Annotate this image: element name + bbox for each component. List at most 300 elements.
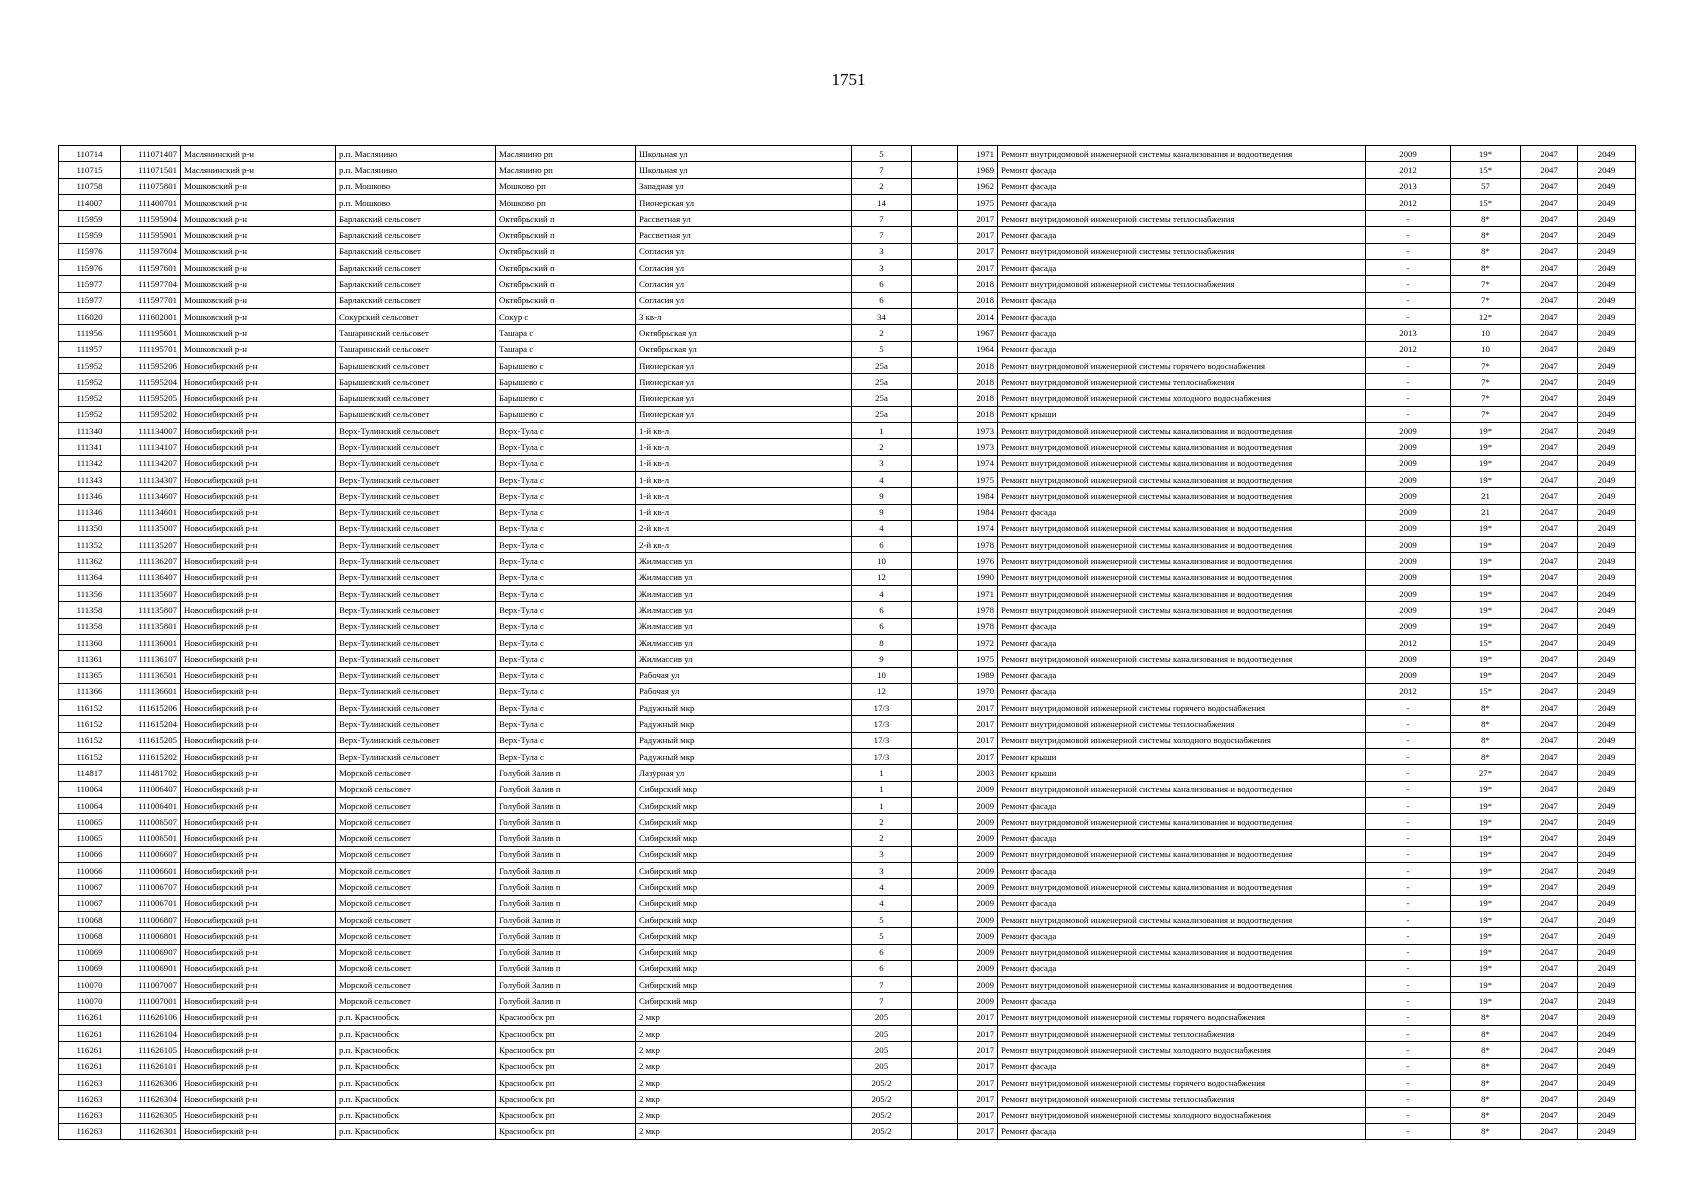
work-type-cell: Ремонт фасада: [998, 1123, 1366, 1139]
street-cell: Жилмассив ул: [636, 553, 852, 569]
build-year-cell: 1974: [958, 520, 998, 536]
work-id-cell: 111135807: [121, 602, 181, 618]
last-repair-year-cell: 2009: [1366, 553, 1451, 569]
settlement-cell: Голубой Залив п: [496, 928, 636, 944]
work-type-cell: Ремонт внутридомовой инженерной системы канализования и водоотведения: [998, 814, 1366, 830]
wear-cell: 8*: [1451, 260, 1521, 276]
street-cell: Пионерская ул: [636, 357, 852, 373]
plan-start-cell: 2047: [1521, 374, 1578, 390]
plan-start-cell: 2047: [1521, 162, 1578, 178]
building-cell: [912, 1074, 958, 1090]
wear-cell: 8*: [1451, 1009, 1521, 1025]
work-type-cell: Ремонт фасада: [998, 308, 1366, 324]
work-id-cell: 111595904: [121, 211, 181, 227]
house-id-cell: 116152: [59, 716, 121, 732]
wear-cell: 8*: [1451, 211, 1521, 227]
building-cell: [912, 260, 958, 276]
district-cell: Новосибирский р-н: [181, 960, 336, 976]
work-type-cell: Ремонт фасада: [998, 667, 1366, 683]
street-cell: Жилмассив ул: [636, 569, 852, 585]
house-number-cell: 17/3: [852, 732, 912, 748]
table-row: [59, 1042, 1636, 1058]
building-cell: [912, 797, 958, 813]
table-row: [59, 830, 1636, 846]
building-cell: [912, 667, 958, 683]
work-id-cell: 111626104: [121, 1026, 181, 1042]
settlement-cell: Голубой Залив п: [496, 765, 636, 781]
wear-cell: 19*: [1451, 781, 1521, 797]
plan-start-cell: 2047: [1521, 651, 1578, 667]
street-cell: 2 мкр: [636, 1026, 852, 1042]
building-cell: [912, 308, 958, 324]
plan-end-cell: 2049: [1578, 683, 1636, 699]
settlement-cell: Верх-Тула с: [496, 732, 636, 748]
street-cell: Согласия ул: [636, 276, 852, 292]
plan-start-cell: 2047: [1521, 194, 1578, 210]
work-type-cell: Ремонт внутридомовой инженерной системы канализования и водоотведения: [998, 586, 1366, 602]
last-repair-year-cell: -: [1366, 374, 1451, 390]
build-year-cell: 2009: [958, 960, 998, 976]
house-id-cell: 111346: [59, 504, 121, 520]
street-cell: Октябрьская ул: [636, 341, 852, 357]
municipality-cell: Верх-Тулинский сельсовет: [336, 651, 496, 667]
build-year-cell: 1976: [958, 553, 998, 569]
street-cell: Сибирский мкр: [636, 781, 852, 797]
page-number: 1751: [831, 70, 866, 89]
plan-start-cell: 2047: [1521, 944, 1578, 960]
settlement-cell: Голубой Залив п: [496, 895, 636, 911]
plan-start-cell: 2047: [1521, 227, 1578, 243]
municipality-cell: Морской сельсовет: [336, 928, 496, 944]
plan-start-cell: 2047: [1521, 537, 1578, 553]
work-id-cell: 111136207: [121, 553, 181, 569]
last-repair-year-cell: 2013: [1366, 178, 1451, 194]
district-cell: Мошковский р-н: [181, 260, 336, 276]
wear-cell: 8*: [1451, 700, 1521, 716]
house-number-cell: 1: [852, 423, 912, 439]
street-cell: Согласия ул: [636, 292, 852, 308]
district-cell: Новосибирский р-н: [181, 488, 336, 504]
district-cell: Новосибирский р-н: [181, 683, 336, 699]
plan-start-cell: 2047: [1521, 1091, 1578, 1107]
plan-start-cell: 2047: [1521, 928, 1578, 944]
last-repair-year-cell: 2012: [1366, 162, 1451, 178]
table-row: [59, 977, 1636, 993]
house-id-cell: 111346: [59, 488, 121, 504]
table-row: [59, 683, 1636, 699]
house-id-cell: 115959: [59, 227, 121, 243]
municipality-cell: Верх-Тулинский сельсовет: [336, 455, 496, 471]
house-id-cell: 111343: [59, 471, 121, 487]
settlement-cell: Голубой Залив п: [496, 846, 636, 862]
last-repair-year-cell: -: [1366, 814, 1451, 830]
settlement-cell: Мошково рп: [496, 178, 636, 194]
wear-cell: 19*: [1451, 846, 1521, 862]
house-id-cell: 111341: [59, 439, 121, 455]
table-row: [59, 276, 1636, 292]
work-id-cell: 111134601: [121, 504, 181, 520]
plan-end-cell: 2049: [1578, 260, 1636, 276]
building-cell: [912, 1042, 958, 1058]
street-cell: Пионерская ул: [636, 390, 852, 406]
table-row: [59, 732, 1636, 748]
house-number-cell: 4: [852, 520, 912, 536]
table-row: [59, 944, 1636, 960]
street-cell: Жилмассив ул: [636, 586, 852, 602]
work-type-cell: Ремонт внутридомовой инженерной системы теплоснабжения: [998, 716, 1366, 732]
last-repair-year-cell: 2009: [1366, 439, 1451, 455]
table-row: [59, 781, 1636, 797]
building-cell: [912, 634, 958, 650]
plan-end-cell: 2049: [1578, 423, 1636, 439]
last-repair-year-cell: -: [1366, 1058, 1451, 1074]
wear-cell: 57: [1451, 178, 1521, 194]
plan-end-cell: 2049: [1578, 732, 1636, 748]
settlement-cell: Голубой Залив п: [496, 977, 636, 993]
plan-end-cell: 2049: [1578, 520, 1636, 536]
work-type-cell: Ремонт внутридомовой инженерной системы канализования и водоотведения: [998, 846, 1366, 862]
settlement-cell: Октябрьский п: [496, 276, 636, 292]
build-year-cell: 2017: [958, 1009, 998, 1025]
municipality-cell: р.п. Краснообск: [336, 1009, 496, 1025]
district-cell: Мошковский р-н: [181, 194, 336, 210]
plan-start-cell: 2047: [1521, 977, 1578, 993]
build-year-cell: 1973: [958, 439, 998, 455]
plan-start-cell: 2047: [1521, 781, 1578, 797]
house-id-cell: 111358: [59, 618, 121, 634]
work-id-cell: 111134607: [121, 488, 181, 504]
house-id-cell: 111956: [59, 325, 121, 341]
table-row: [59, 488, 1636, 504]
building-cell: [912, 911, 958, 927]
work-type-cell: Ремонт фасада: [998, 928, 1366, 944]
building-cell: [912, 146, 958, 162]
municipality-cell: Морской сельсовет: [336, 846, 496, 862]
municipality-cell: Сокурский сельсовет: [336, 308, 496, 324]
build-year-cell: 1990: [958, 569, 998, 585]
wear-cell: 19*: [1451, 553, 1521, 569]
settlement-cell: Верх-Тула с: [496, 553, 636, 569]
street-cell: 2 мкр: [636, 1058, 852, 1074]
street-cell: 1-й кв-л: [636, 439, 852, 455]
house-number-cell: 4: [852, 586, 912, 602]
plan-end-cell: 2049: [1578, 471, 1636, 487]
settlement-cell: Верх-Тула с: [496, 651, 636, 667]
house-number-cell: 9: [852, 651, 912, 667]
wear-cell: 19*: [1451, 928, 1521, 944]
wear-cell: 19*: [1451, 455, 1521, 471]
house-number-cell: 3: [852, 863, 912, 879]
municipality-cell: р.п. Краснообск: [336, 1042, 496, 1058]
plan-end-cell: 2049: [1578, 797, 1636, 813]
work-id-cell: 111134007: [121, 423, 181, 439]
municipality-cell: Верх-Тулинский сельсовет: [336, 569, 496, 585]
table-row: [59, 602, 1636, 618]
table-row: [59, 227, 1636, 243]
build-year-cell: 2017: [958, 227, 998, 243]
district-cell: Новосибирский р-н: [181, 1107, 336, 1123]
district-cell: Новосибирский р-н: [181, 553, 336, 569]
plan-end-cell: 2049: [1578, 357, 1636, 373]
plan-end-cell: 2049: [1578, 748, 1636, 764]
work-id-cell: 111006407: [121, 781, 181, 797]
work-id-cell: 111006901: [121, 960, 181, 976]
wear-cell: 19*: [1451, 423, 1521, 439]
work-type-cell: Ремонт внутридомовой инженерной системы канализования и водоотведения: [998, 911, 1366, 927]
table-row: [59, 243, 1636, 259]
street-cell: 2 мкр: [636, 1009, 852, 1025]
wear-cell: 10: [1451, 325, 1521, 341]
district-cell: Новосибирский р-н: [181, 1026, 336, 1042]
wear-cell: 8*: [1451, 716, 1521, 732]
last-repair-year-cell: -: [1366, 1042, 1451, 1058]
work-id-cell: 111134307: [121, 471, 181, 487]
municipality-cell: Барышевский сельсовет: [336, 406, 496, 422]
plan-start-cell: 2047: [1521, 439, 1578, 455]
plan-end-cell: 2049: [1578, 814, 1636, 830]
work-type-cell: Ремонт внутридомовой инженерной системы канализования и водоотведения: [998, 471, 1366, 487]
municipality-cell: Морской сельсовет: [336, 781, 496, 797]
municipality-cell: р.п. Краснообск: [336, 1107, 496, 1123]
work-type-cell: Ремонт фасада: [998, 325, 1366, 341]
last-repair-year-cell: 2012: [1366, 341, 1451, 357]
building-cell: [912, 1026, 958, 1042]
district-cell: Мошковский р-н: [181, 276, 336, 292]
table-row: [59, 586, 1636, 602]
build-year-cell: 2017: [958, 748, 998, 764]
plan-start-cell: 2047: [1521, 1009, 1578, 1025]
last-repair-year-cell: -: [1366, 243, 1451, 259]
table-row: [59, 520, 1636, 536]
last-repair-year-cell: 2009: [1366, 651, 1451, 667]
plan-start-cell: 2047: [1521, 618, 1578, 634]
work-id-cell: 111195601: [121, 325, 181, 341]
district-cell: Новосибирский р-н: [181, 390, 336, 406]
plan-start-cell: 2047: [1521, 960, 1578, 976]
plan-end-cell: 2049: [1578, 455, 1636, 471]
building-cell: [912, 928, 958, 944]
plan-end-cell: 2049: [1578, 846, 1636, 862]
municipality-cell: р.п. Маслянино: [336, 146, 496, 162]
building-cell: [912, 406, 958, 422]
last-repair-year-cell: -: [1366, 357, 1451, 373]
district-cell: Маслянинский р-н: [181, 146, 336, 162]
municipality-cell: Верх-Тулинский сельсовет: [336, 700, 496, 716]
table-body: [59, 146, 1636, 1140]
house-id-cell: 115959: [59, 211, 121, 227]
work-type-cell: Ремонт внутридомовой инженерной системы теплоснабжения: [998, 211, 1366, 227]
building-cell: [912, 162, 958, 178]
work-type-cell: Ремонт внутридомовой инженерной системы холодного водоснабжения: [998, 1042, 1366, 1058]
table-row: [59, 374, 1636, 390]
table-row: [59, 797, 1636, 813]
house-number-cell: 6: [852, 292, 912, 308]
plan-start-cell: 2047: [1521, 308, 1578, 324]
work-id-cell: 111481702: [121, 765, 181, 781]
wear-cell: 15*: [1451, 683, 1521, 699]
work-type-cell: Ремонт фасада: [998, 341, 1366, 357]
last-repair-year-cell: -: [1366, 1026, 1451, 1042]
house-id-cell: 114817: [59, 765, 121, 781]
table-row: [59, 928, 1636, 944]
house-number-cell: 3: [852, 846, 912, 862]
table-row: [59, 1026, 1636, 1042]
house-number-cell: 7: [852, 977, 912, 993]
street-cell: 2 мкр: [636, 1074, 852, 1090]
wear-cell: 8*: [1451, 243, 1521, 259]
settlement-cell: Верх-Тула с: [496, 537, 636, 553]
street-cell: Сибирский мкр: [636, 928, 852, 944]
plan-start-cell: 2047: [1521, 569, 1578, 585]
municipality-cell: Морской сельсовет: [336, 960, 496, 976]
building-cell: [912, 602, 958, 618]
street-cell: Сибирский мкр: [636, 977, 852, 993]
build-year-cell: 2009: [958, 814, 998, 830]
street-cell: 2-й кв-л: [636, 537, 852, 553]
settlement-cell: Верх-Тула с: [496, 455, 636, 471]
municipality-cell: Морской сельсовет: [336, 830, 496, 846]
work-type-cell: Ремонт фасада: [998, 683, 1366, 699]
wear-cell: 8*: [1451, 1107, 1521, 1123]
district-cell: Новосибирский р-н: [181, 537, 336, 553]
build-year-cell: 1978: [958, 602, 998, 618]
street-cell: Радужный мкр: [636, 732, 852, 748]
street-cell: Школьная ул: [636, 162, 852, 178]
settlement-cell: Краснообск рп: [496, 1042, 636, 1058]
municipality-cell: р.п. Краснообск: [336, 1026, 496, 1042]
table-row: [59, 260, 1636, 276]
house-id-cell: 110068: [59, 911, 121, 927]
table-row: [59, 341, 1636, 357]
plan-end-cell: 2049: [1578, 944, 1636, 960]
last-repair-year-cell: -: [1366, 1074, 1451, 1090]
district-cell: Новосибирский р-н: [181, 765, 336, 781]
street-cell: 2-й кв-л: [636, 520, 852, 536]
settlement-cell: Краснообск рп: [496, 1107, 636, 1123]
settlement-cell: Верх-Тула с: [496, 618, 636, 634]
municipality-cell: Верх-Тулинский сельсовет: [336, 488, 496, 504]
municipality-cell: Верх-Тулинский сельсовет: [336, 732, 496, 748]
wear-cell: 8*: [1451, 1042, 1521, 1058]
settlement-cell: Октябрьский п: [496, 292, 636, 308]
house-id-cell: 116263: [59, 1074, 121, 1090]
street-cell: Сибирский мкр: [636, 911, 852, 927]
plan-start-cell: 2047: [1521, 1074, 1578, 1090]
municipality-cell: Верх-Тулинский сельсовет: [336, 537, 496, 553]
work-id-cell: 111626305: [121, 1107, 181, 1123]
house-number-cell: 25а: [852, 374, 912, 390]
house-number-cell: 9: [852, 488, 912, 504]
municipality-cell: р.п. Краснообск: [336, 1123, 496, 1139]
table-row: [59, 1107, 1636, 1123]
work-type-cell: Ремонт фасада: [998, 1058, 1366, 1074]
plan-end-cell: 2049: [1578, 553, 1636, 569]
building-cell: [912, 1009, 958, 1025]
house-id-cell: 110714: [59, 146, 121, 162]
table-row: [59, 993, 1636, 1009]
wear-cell: 7*: [1451, 406, 1521, 422]
district-cell: Мошковский р-н: [181, 325, 336, 341]
plan-start-cell: 2047: [1521, 1042, 1578, 1058]
district-cell: Новосибирский р-н: [181, 781, 336, 797]
build-year-cell: 2009: [958, 830, 998, 846]
plan-start-cell: 2047: [1521, 863, 1578, 879]
work-id-cell: 111595204: [121, 374, 181, 390]
work-id-cell: 111626101: [121, 1058, 181, 1074]
district-cell: Мошковский р-н: [181, 211, 336, 227]
table-row: [59, 423, 1636, 439]
settlement-cell: Голубой Залив п: [496, 879, 636, 895]
house-number-cell: 2: [852, 814, 912, 830]
municipality-cell: р.п. Мошково: [336, 178, 496, 194]
house-id-cell: 110070: [59, 977, 121, 993]
plan-start-cell: 2047: [1521, 879, 1578, 895]
wear-cell: 8*: [1451, 1058, 1521, 1074]
plan-start-cell: 2047: [1521, 406, 1578, 422]
settlement-cell: Верх-Тула с: [496, 488, 636, 504]
settlement-cell: Октябрьский п: [496, 243, 636, 259]
work-type-cell: Ремонт фасада: [998, 830, 1366, 846]
house-number-cell: 12: [852, 569, 912, 585]
house-number-cell: 205/2: [852, 1107, 912, 1123]
settlement-cell: Краснообск рп: [496, 1009, 636, 1025]
work-type-cell: Ремонт фасада: [998, 227, 1366, 243]
house-id-cell: 116152: [59, 748, 121, 764]
last-repair-year-cell: -: [1366, 406, 1451, 422]
municipality-cell: Верх-Тулинский сельсовет: [336, 716, 496, 732]
plan-start-cell: 2047: [1521, 846, 1578, 862]
street-cell: Сибирский мкр: [636, 830, 852, 846]
house-number-cell: 1: [852, 765, 912, 781]
last-repair-year-cell: 2012: [1366, 683, 1451, 699]
wear-cell: 7*: [1451, 390, 1521, 406]
district-cell: Новосибирский р-н: [181, 911, 336, 927]
settlement-cell: Верх-Тула с: [496, 439, 636, 455]
settlement-cell: Голубой Залив п: [496, 797, 636, 813]
plan-end-cell: 2049: [1578, 227, 1636, 243]
house-number-cell: 7: [852, 227, 912, 243]
settlement-cell: Верх-Тула с: [496, 667, 636, 683]
work-id-cell: 111007007: [121, 977, 181, 993]
building-cell: [912, 651, 958, 667]
house-id-cell: 116261: [59, 1026, 121, 1042]
street-cell: Согласия ул: [636, 260, 852, 276]
wear-cell: 19*: [1451, 439, 1521, 455]
work-id-cell: 111615204: [121, 716, 181, 732]
work-type-cell: Ремонт крыши: [998, 406, 1366, 422]
work-type-cell: Ремонт внутридомовой инженерной системы канализования и водоотведения: [998, 651, 1366, 667]
work-id-cell: 111626306: [121, 1074, 181, 1090]
wear-cell: 19*: [1451, 830, 1521, 846]
house-number-cell: 2: [852, 439, 912, 455]
district-cell: Новосибирский р-н: [181, 895, 336, 911]
plan-end-cell: 2049: [1578, 1058, 1636, 1074]
building-cell: [912, 455, 958, 471]
house-id-cell: 115952: [59, 390, 121, 406]
house-id-cell: 110066: [59, 863, 121, 879]
settlement-cell: Верх-Тула с: [496, 586, 636, 602]
last-repair-year-cell: 2009: [1366, 471, 1451, 487]
house-number-cell: 17/3: [852, 748, 912, 764]
settlement-cell: Барышево с: [496, 357, 636, 373]
last-repair-year-cell: 2009: [1366, 423, 1451, 439]
last-repair-year-cell: -: [1366, 1123, 1451, 1139]
table-row: [59, 537, 1636, 553]
building-cell: [912, 960, 958, 976]
house-id-cell: 116020: [59, 308, 121, 324]
municipality-cell: Морской сельсовет: [336, 863, 496, 879]
building-cell: [912, 569, 958, 585]
